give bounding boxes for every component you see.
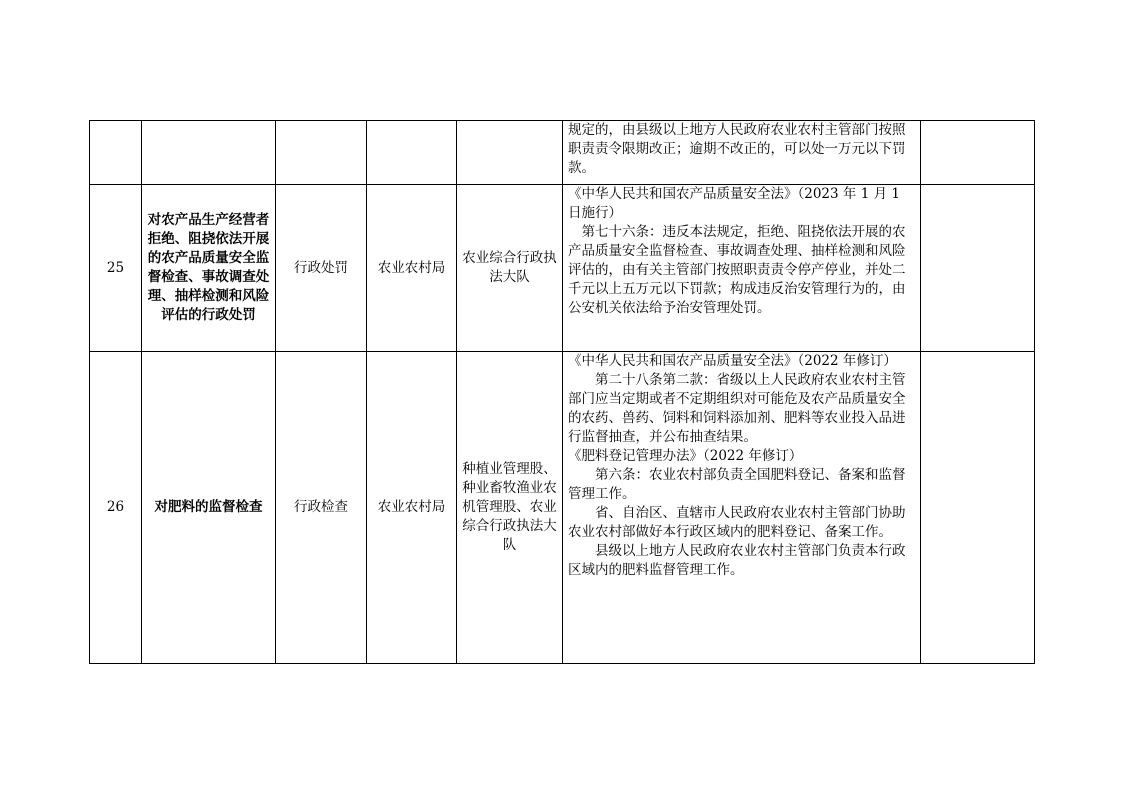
table-row (90, 185, 1035, 352)
remarks (921, 121, 1035, 185)
action-type: 行政检查 (276, 352, 367, 664)
legal-basis (563, 121, 921, 185)
table-row (90, 352, 1035, 664)
basis-paragraph: 县级以上地方人民政府农业农村主管部门负责本行政区域内的肥料监督管理工作。 (568, 543, 906, 578)
department: 农业农村局 (367, 185, 457, 352)
responsible-unit (457, 121, 563, 185)
basis-paragraph: 第七十六条：违反本法规定，拒绝、阻挠依法开展的农产品质量安全监督检查、事故调查处理、抽样检测和风险评估的，由有关主管部门按照职责责令停产停业，并处二千元以上五万元以下罚款；构成违反治安管理行为的，由公安机关依法给予治安管理处罚。 (568, 224, 906, 316)
legal-basis (563, 352, 921, 664)
remarks (921, 185, 1035, 352)
remarks (921, 352, 1035, 664)
basis-paragraph: 第六条：农业农村部负责全国肥料登记、备案和监督管理工作。 (568, 467, 906, 502)
basis-paragraph: 规定的，由县级以上地方人民政府农业农村主管部门按照职责责令限期改正；逾期不改正的，可以处一万元以下罚款。 (568, 122, 906, 176)
basis-paragraph: 省、自治区、直辖市人民政府农业农村主管部门协助农业农村部做好本行政区域内的肥料登记、备案工作。 (568, 505, 906, 540)
item-name: 对农产品生产经营者拒绝、阻挠依法开展的农产品质量安全监督检查、事故调查处理、抽样检测和风险评估的行政处罚 (142, 185, 276, 352)
action-type: 行政处罚 (276, 185, 367, 352)
legal-basis (563, 185, 921, 352)
department: 农业农村局 (367, 352, 457, 664)
item-name: 对肥料的监督检查 (142, 352, 276, 664)
action-type (276, 121, 367, 185)
regulation-table (89, 120, 1035, 664)
department (367, 121, 457, 185)
table-row (90, 121, 1035, 185)
row-number (90, 121, 142, 185)
basis-paragraph: 《中华人民共和国农产品质量安全法》（2023 年 1 月 1 日施行） (568, 186, 900, 221)
responsible-unit: 种植业管理股、种业畜牧渔业农机管理股、农业综合行政执法大队 (457, 352, 563, 664)
responsible-unit: 农业综合行政执法大队 (457, 185, 563, 352)
row-number: 26 (90, 352, 142, 664)
basis-paragraph: 《中华人民共和国农产品质量安全法》（2022 年修订） (568, 353, 897, 369)
row-number: 25 (90, 185, 142, 352)
basis-paragraph: 第二十八条第二款：省级以上人民政府农业农村主管部门应当定期或者不定期组织对可能危及农产品质量安全的农药、兽药、饲料和饲料添加剂、肥料等农业投入品进行监督抽查，并公布抽查结果。 (568, 372, 906, 445)
item-name (142, 121, 276, 185)
basis-paragraph: 《肥料登记管理办法》（2022 年修订） (568, 448, 803, 464)
